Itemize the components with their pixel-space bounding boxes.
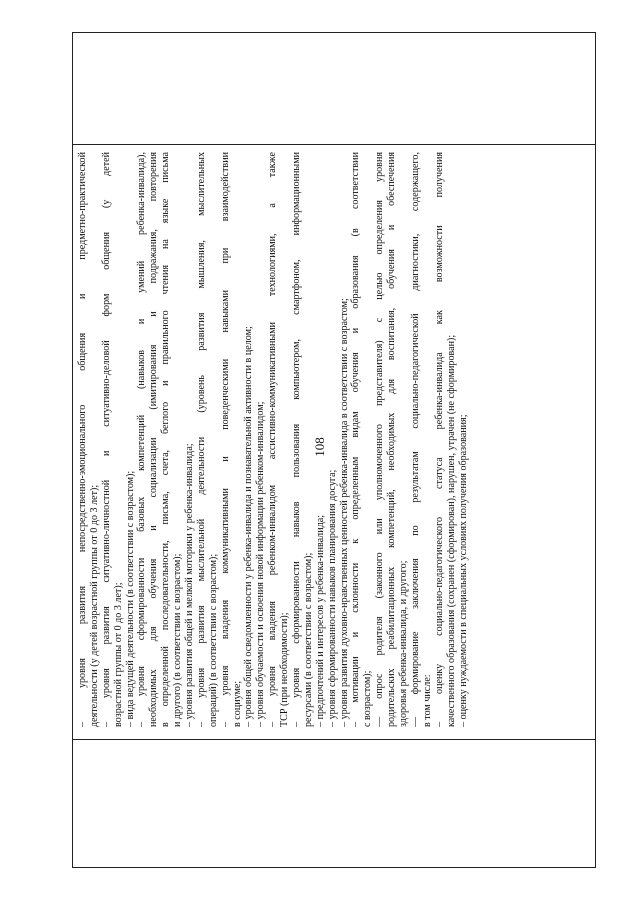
text-line: – вида ведущей деятельности (в соответствии с возрастом);: [124, 470, 136, 727]
text-line: ресурсами (в соответствии с возрастом);: [302, 552, 314, 727]
text-line: необходимых для обучения и социализации (имитирования и подражания, повторения: [148, 152, 160, 727]
text-line: – уровня развития духовно-нравственных ценностей ребенка-инвалида в соответствии с возрастом;: [338, 298, 350, 727]
text-line: – уровня развития общей и мелкой моторики у ребенка-инвалида;: [184, 443, 196, 727]
text-line: операций) (в соответствии с возрастом);: [207, 553, 219, 727]
text-line: – уровня развития непосредственно-эмоционального общения и предметно-практической: [77, 152, 88, 727]
text-line: – уровня сформированности навыков планирования досуга;: [326, 469, 338, 727]
text-line: родительских реабилитационных компетенций, необходимых для воспитания, обучения и обеспечения: [386, 152, 398, 727]
page-number-text: 108: [312, 437, 327, 457]
text-line: – уровня владения коммуникативными и поведенческими навыками при взаимодействии: [219, 152, 231, 727]
text-line: – уровня сформированности базовых компетенций (навыков и умений ребенка-инвалида),: [136, 152, 148, 727]
rotated-text-block: [73, 144, 597, 739]
text-line: – оценку социально-педагогического статуса ребенка-инвалида как возможности получения: [433, 152, 445, 727]
text-line: – уровня развития мыслительной деятельности (уровень развития мышления, мыслительных: [195, 152, 207, 727]
text-line: — опрос родителя (законного или уполномоченного представителя) с целью определения уровня: [374, 152, 386, 727]
table-column-divider: [73, 739, 595, 740]
text-line: – уровня развития ситуативно-личностной и ситуативно-деловой форм общения (у детей: [100, 152, 112, 727]
text-line: – уровня общей осведомленности у ребенка-инвалида и познавательной активности в целом;: [243, 326, 255, 727]
text-line: — формирование заключения по результатам социально-педагогической диагностики, содержащего,: [409, 152, 421, 727]
text-line: ТСР (при необходимости);: [279, 612, 291, 727]
table-frame: [72, 32, 596, 868]
text-line: в том числе:: [421, 674, 433, 727]
text-line: в социуме;: [231, 680, 243, 727]
text-line: качественного образования (сохранен (сформирован), нарушен, утрачен (не сформирован);: [445, 334, 457, 727]
text-line: – уровня сформированности навыков пользования компьютером, смартфоном, информационными: [291, 152, 303, 727]
text-line: здоровья ребенка-инвалида, и другого;: [398, 560, 410, 727]
text-line: – предпочтений и интересов у ребенка-инвалида;: [314, 514, 326, 727]
text-line: – мотивации и склонности к определенным видам обучения и образования (в соответствии: [350, 152, 362, 727]
text-line: деятельности (у детей возрастной группы от 0 до 3 лет);: [88, 484, 100, 727]
text-line: с возрастом);: [362, 670, 374, 727]
text-line: и другого) (в соответствии с возрастом);: [172, 553, 184, 727]
text-line: в определенной последовательности, письма, счета, беглого и правильного чтения на языке письма: [160, 152, 172, 727]
text-line: – оценку нуждаемости в специальных условиях получения образования;: [457, 414, 469, 727]
text-line: – уровня владения ребенком-инвалидом ассистивно-коммуникативными технологиями, а также: [267, 152, 279, 727]
text-line: возрастной группы от 0 до 3 лет);: [112, 582, 124, 727]
text-line: – уровня обучаемости и освоения новой информации ребенком-инвалидом;: [255, 401, 267, 727]
table-content-cell: [73, 144, 597, 739]
